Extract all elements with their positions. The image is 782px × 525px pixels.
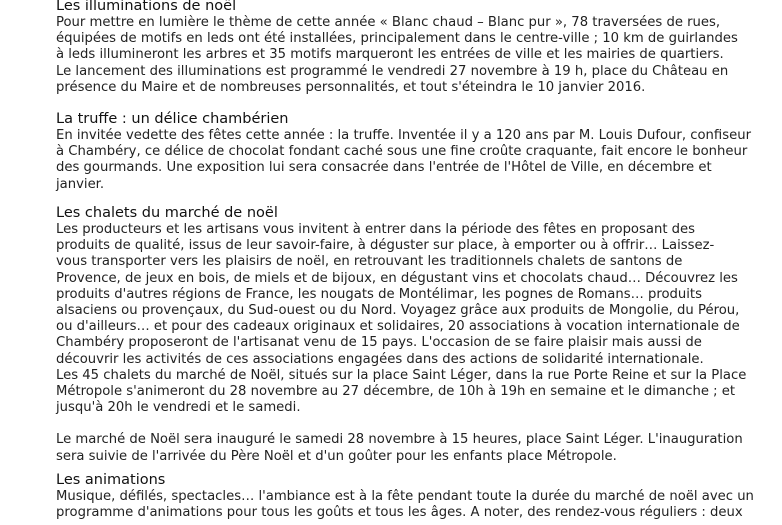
text-line: produits d'autres régions de France, les nougats de Montélimar, les pognes de Romans… produits (56, 286, 702, 302)
section-body (56, 128, 768, 193)
section-chalets (56, 205, 768, 465)
text-line: Le lancement des illuminations est programmé le vendredi 27 novembre à 19 h, place du Château en (56, 63, 729, 79)
text-line: découvrir les activités de ces associations engagées dans des actions de solidarité internationale. (56, 351, 704, 367)
text-line: produits de qualité, issus de leur savoir-faire, à déguster sur place, à emporter ou à offrir… Laissez- (56, 238, 715, 254)
text-line: à leds illumineront les arbres et 35 motifs marqueront les entrées de ville et les mairies de quartiers. (56, 47, 724, 63)
text-line: des gourmands. Une exposition lui sera consacrée dans l'entrée de l'Hôtel de Ville, en décembre et (56, 160, 712, 176)
section-body (56, 489, 768, 521)
text-line: vous transporter vers les plaisirs de noël, en retrouvant les traditionnels chalets de santons de (56, 254, 683, 270)
blank-line (56, 416, 768, 432)
text-line: Pour mettre en lumière le thème de cette année « Blanc chaud – Blanc pur », 78 traversées de rues, (56, 15, 721, 30)
section-title: Les chalets du marché de noël (56, 205, 278, 221)
text-line: équipées de motifs en leds ont été installées, principalement dans le centre-ville ; 10 km de guirlandes (56, 31, 738, 47)
section-title: Les illuminations de noël (56, 0, 237, 14)
text-line: à Chambéry, ce délice de chocolat fondant caché sous une fine croûte craquante, fait encore le bonheur (56, 144, 748, 160)
text-line: jusqu'à 20h le vendredi et le samedi. (56, 400, 301, 416)
text-line: sera suivie de l'arrivée du Père Noël et d'un goûter pour les enfants place Métropole. (56, 448, 617, 464)
text-line: Le marché de Noël sera inauguré le samedi 28 novembre à 15 heures, place Saint Léger. L'inauguration (56, 432, 743, 448)
text-line: alsaciens ou provençaux, du Sud-ouest ou du Nord. Voyagez grâce aux produits de Mongolie, du Pérou, (56, 302, 740, 318)
text-line: programme d'animations pour tous les goûts et tous les âges. A noter, des rendez-vous réguliers : deux (56, 505, 743, 521)
section-title: Les animations (56, 472, 166, 488)
section-body (56, 15, 768, 96)
section-truffe (56, 111, 768, 193)
text-line: Les 45 chalets du marché de Noël, situés sur la place Saint Léger, dans la rue Porte Reine et sur la Place (56, 367, 747, 383)
text-line: Provence, de jeux en bois, de miels et de bijoux, en dégustant vins et chocolats chaud… Découvrez les (56, 270, 738, 286)
text-line: En invitée vedette des fêtes cette année : la truffe. Inventée il y a 120 ans par M. Louis Dufour, confiseur (56, 128, 751, 143)
section-body (56, 222, 768, 465)
text-line: présence du Maire et de nombreuses personnalités, et tout s'éteindra le 10 janvier 2016. (56, 79, 646, 95)
text-line: Musique, défilés, spectacles… l'ambiance est à la fête pendant toute la durée du marché de noël avec un (56, 489, 754, 504)
text-line: ou d'ailleurs… et pour des cadeaux originaux et solidaires, 20 associations à vocation internationale de (56, 319, 740, 335)
text-line: Les producteurs et les artisans vous invitent à entrer dans la période des fêtes en proposant des (56, 222, 696, 237)
section-animations (56, 472, 768, 521)
text-line: Chambéry proposeront de l'artisanat venu de 15 pays. L'occasion de se faire plaisir mais aussi de (56, 335, 702, 351)
section-title: La truffe : un délice chambérien (56, 111, 289, 127)
text-line: Métropole s'animeront du 28 novembre au 27 décembre, de 10h à 19h en semaine et le dimanche ; et (56, 383, 736, 399)
text-line: janvier. (56, 176, 105, 192)
section-illuminations (56, 0, 768, 96)
